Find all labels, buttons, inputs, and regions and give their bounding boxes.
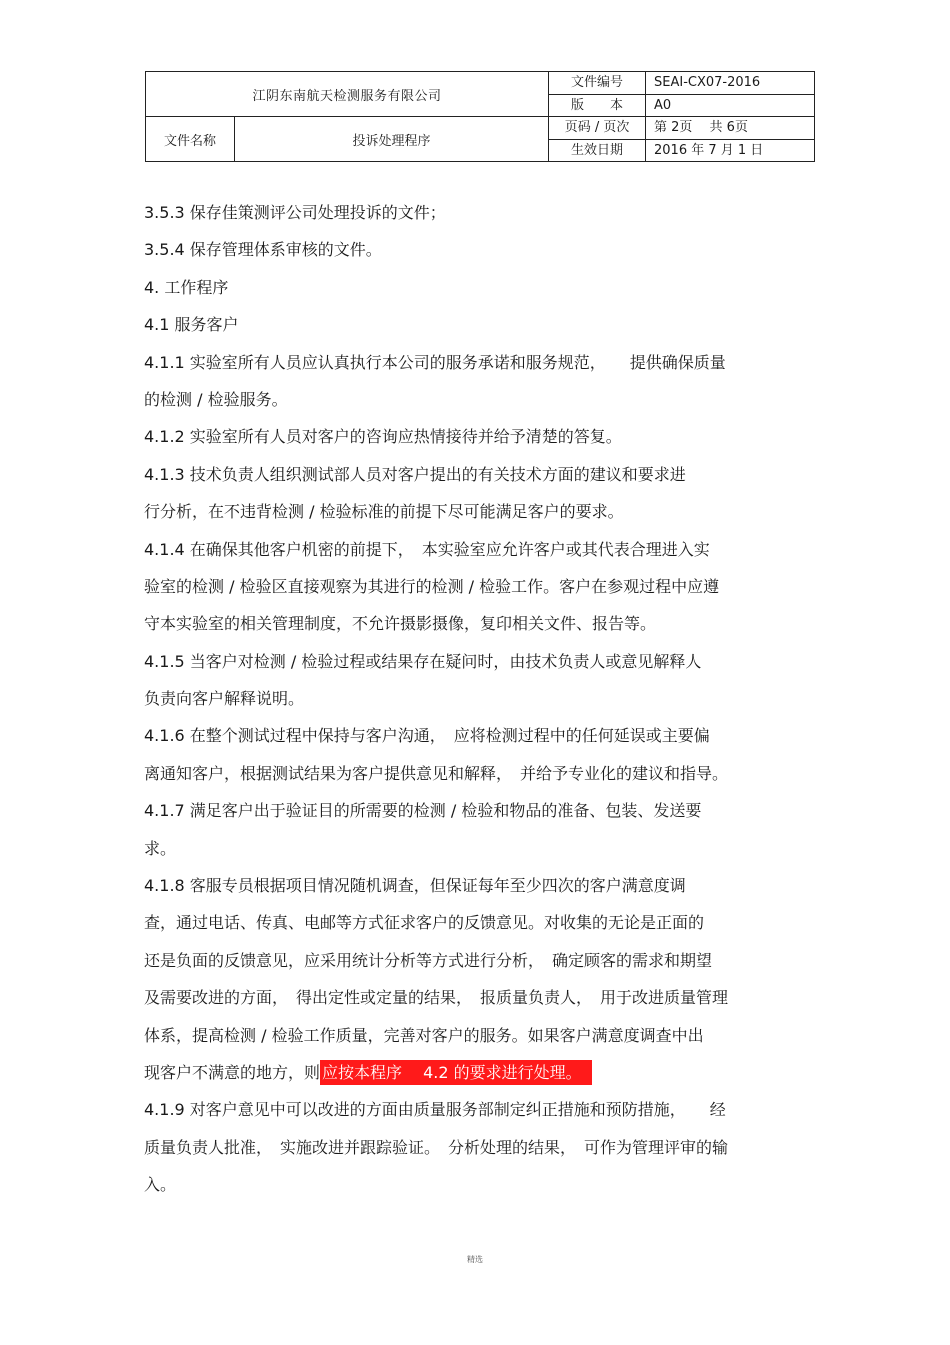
body-line: 的检测 / 检验服务。 [144, 389, 288, 409]
company-name: 江阴东南航天检测服务有限公司 [146, 72, 549, 117]
body-line: 4.1.9 对客户意见中可以改进的方面由质量服务部制定纠正措施和预防措施， 经 [144, 1100, 726, 1120]
body-line: 入。 [144, 1175, 177, 1195]
body-line: 4.1.5 当客户对检测 / 检验过程或结果存在疑问时，由技术负责人或意见解释人 [144, 651, 702, 671]
body-line: 离通知客户，根据测试结果为客户提供意见和解释， 并给予专业化的建议和指导。 [144, 763, 729, 783]
body-line: 体系，提高检测 / 检验工作质量，完善对客户的服务。如果客户满意度调查中出 [144, 1025, 704, 1045]
body-line: 还是负面的反馈意见，应采用统计分析等方式进行分析， 确定顾客的需求和期望 [144, 950, 713, 970]
field-value-page: 第 2页 共 6页 [654, 120, 748, 135]
body-line: 负责向客户解释说明。 [144, 689, 305, 709]
body-line: 验室的检测 / 检验区直接观察为其进行的检测 / 检验工作。客户在参观过程中应遵 [144, 576, 720, 596]
body-lines [144, 194, 809, 1054]
page-footer: 精选 [467, 1255, 483, 1264]
field-label-page: 页码 / 页次 [564, 120, 630, 135]
body-line: 4.1.1 实验室所有人员应认真执行本公司的服务承诺和服务规范， 提供确保质量 [144, 352, 726, 372]
field-label-doc-number: 文件编号 [571, 75, 624, 90]
highlighted-text: 应按本程序 4.2 的要求进行处理。 [320, 1060, 592, 1085]
document-body [144, 194, 809, 1204]
field-value-doc-number: SEAI-CX07-2016 [654, 75, 761, 90]
body-line: 查，通过电话、传真、电邮等方式征求客户的反馈意见。对收集的无论是正面的 [144, 913, 705, 933]
document-header-table [145, 71, 815, 162]
body-line: 3.5.3 保存佳策测评公司处理投诉的文件； [144, 203, 446, 222]
body-line: 4.1 服务客户 [144, 315, 239, 335]
field-value-effective-date: 2016 年 7 月 1 日 [646, 139, 814, 161]
doc-name-label: 文件名称 [146, 117, 235, 162]
body-line: 4.1.2 实验室所有人员对客户的咨询应热情接待并给予清楚的答复。 [144, 427, 622, 447]
body-line: 3.5.4 保存管理体系审核的文件。 [144, 240, 382, 260]
body-line: 行分析，在不违背检测 / 检验标准的前提下尽可能满足客户的要求。 [144, 502, 624, 522]
field-label-version: 版 本 [549, 94, 645, 116]
body-line: 4. 工作程序 [144, 277, 229, 297]
body-line: 及需要改进的方面， 得出定性或定量的结果， 报质量负责人， 用于改进质量管理 [144, 988, 729, 1008]
body-line: 质量负责人批准， 实施改进并跟踪验证。 分析处理的结果， 可作为管理评审的输 [144, 1137, 729, 1157]
body-line: 守本实验室的相关管理制度，不允许摄影摄像，复印相关文件、报告等。 [144, 614, 657, 634]
body-line: 4.1.3 技术负责人组织测试部人员对客户提出的有关技术方面的建议和要求进 [144, 464, 686, 484]
field-label-effective-date: 生效日期 [549, 139, 645, 161]
body-line: 4.1.6 在整个测试过程中保持与客户沟通， 应将检测过程中的任何延误或主要偏 [144, 726, 710, 746]
body-line-highlighted [144, 1054, 809, 1091]
body-line: 4.1.7 满足客户出于验证目的所需要的检测 / 检验和物品的准备、包装、发送要 [144, 801, 702, 821]
body-line: 求。 [144, 838, 177, 858]
body-text: 现客户不满意的地方，则 [144, 1062, 321, 1082]
body-line: 4.1.4 在确保其他客户机密的前提下， 本实验室应允许客户或其代表合理进入实 [144, 539, 710, 559]
body-lines-tail [144, 1091, 809, 1203]
field-value-version: A0 [646, 94, 814, 116]
doc-name: 投诉处理程序 [235, 117, 549, 162]
body-line: 4.1.8 客服专员根据项目情况随机调查，但保证每年至少四次的客户满意度调 [144, 876, 686, 896]
